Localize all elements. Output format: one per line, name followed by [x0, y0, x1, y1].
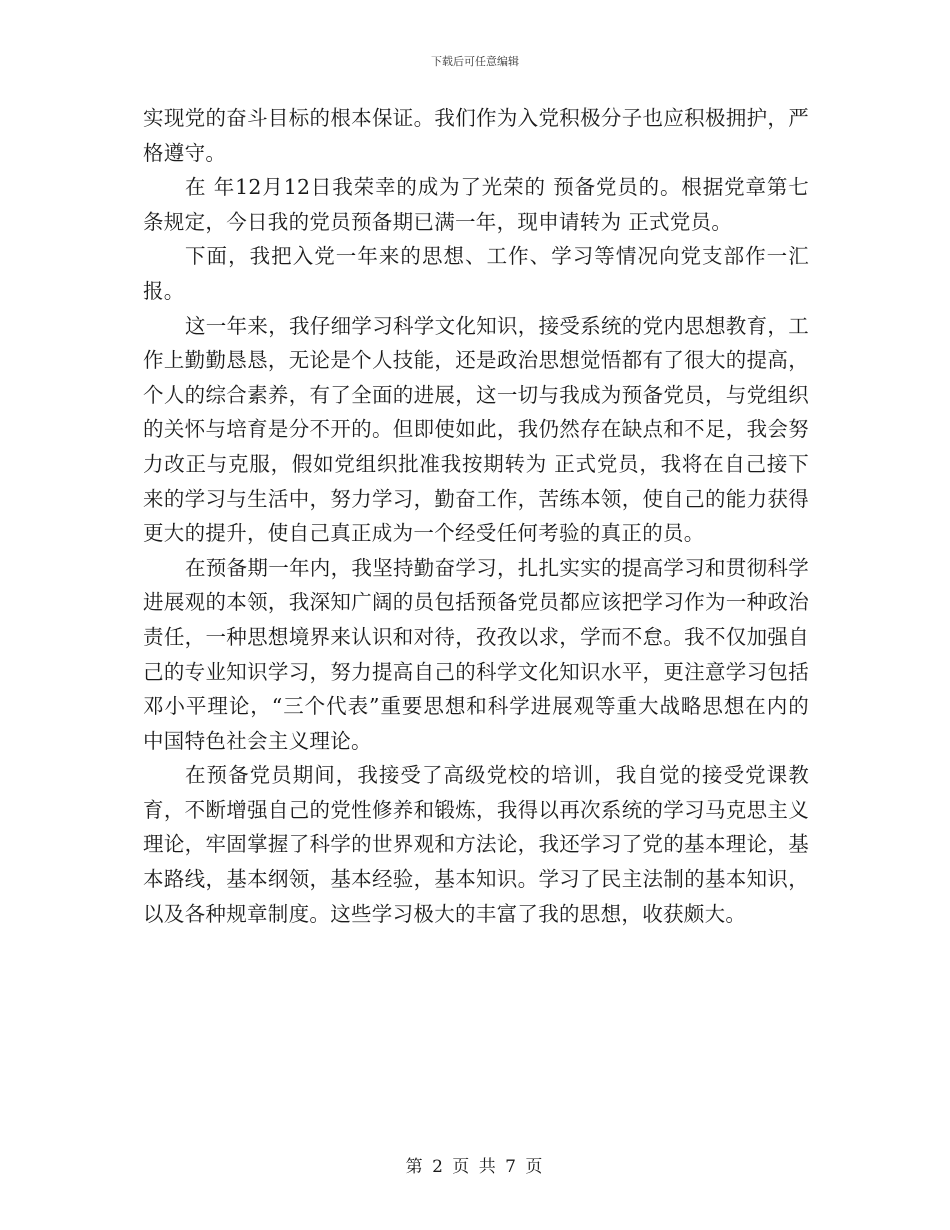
- document-body: [143, 101, 809, 931]
- paragraph-4: 这一年来，我仔细学习科学文化知识，接受系统的党内思想教育，工作上勤勤恳恳，无论是个人技能，还是政治思想觉悟都有了很大的提高，个人的综合素养，有了全面的进展，这一切与我成为预备党员，与党组织的关怀与培育是分不开的。但即使如此，我仍然存在缺点和不足，我会努力改正与克服，假如党组织批准我按期转为 正式党员，我将在自己接下来的学习与生活中，努力学习，勤奋工作，苦练本领，使自己的能力获得更大的提升，使自己真正成为一个经受任何考验的真正的员。: [143, 313, 809, 546]
- paragraph-5: 在预备期一年内，我坚持勤奋学习，扎扎实实的提高学习和贯彻科学进展观的本领，我深知广阔的员包括预备党员都应该把学习作为一种政治责任，一种思想境界来认识和对待，孜孜以求，学而不怠。我不仅加强自己的专业知识学习，努力提高自己的科学文化知识水平，更注意学习包括邓小平理论，“三个代表”重要思想和科学进展观等重大战略思想在内的中国特色社会主义理论。: [143, 555, 809, 753]
- paragraph-1: 实现党的奋斗目标的根本保证。我们作为入党积极分子也应积极拥护，严格遵守。: [143, 106, 809, 165]
- paragraph-3: 下面，我把入党一年来的思想、工作、学习等情况向党支部作一汇报。: [143, 244, 809, 303]
- page-header: 下载后可任意编辑: [431, 55, 519, 68]
- page-number-footer: 第 2 页 共 7 页: [405, 1157, 545, 1177]
- paragraph-6: 在预备党员期间，我接受了高级党校的培训，我自觉的接受党课教育，不断增强自己的党性修养和锻炼，我得以再次系统的学习马克思主义理论，牢固掌握了科学的世界观和方法论，我还学习了党的基本理论，基本路线，基本纲领，基本经验，基本知识。学习了民主法制的基本知识，以及各种规章制度。这些学习极大的丰富了我的思想，收获颇大。: [143, 763, 809, 926]
- paragraph-2: 在 年12月12日我荣幸的成为了光荣的 预备党员的。根据党章第七条规定，今日我的党员预备期已满一年，现申请转为 正式党员。: [143, 175, 809, 234]
